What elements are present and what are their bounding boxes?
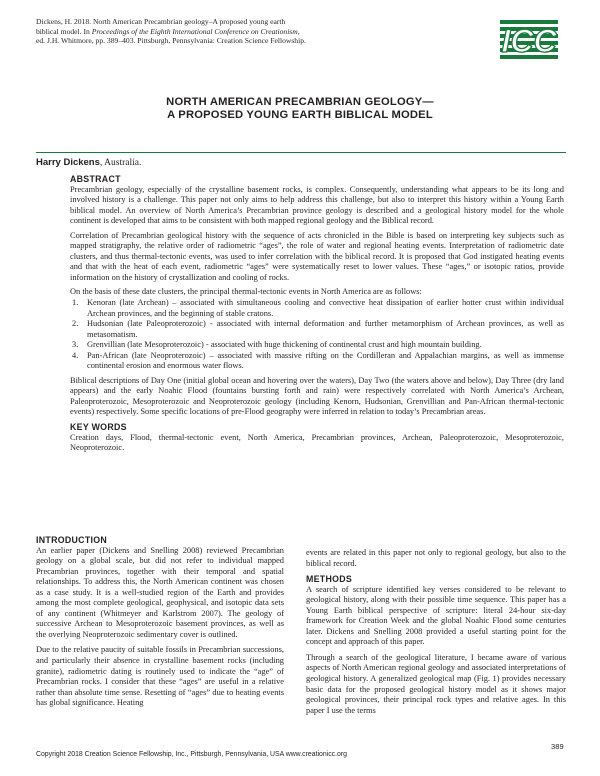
body-paragraph: A search of scripture identified key verses considered to be relevant to geological history, along with their possible time sequence. This paper has a Young Earth biblical perspective of scripture: literal 24-hour six-day framework for Creation Week and the global Noahic Flood some centuries later. Dickens and Snelling 2008 provided a useful starting point for the concept and approach of this paper.: [306, 584, 566, 647]
copyright-footer: Copyright 2018 Creation Science Fellowship, Inc., Pittsburgh, Pennsylvania, USA www.creationicc.org: [36, 751, 347, 758]
list-item: 4. Pan-African (late Neoproterozoic) – associated with massive rifting on the Cordilleran and Appalachian margins, as well as immense continental erosion and enormous water flows.: [72, 350, 564, 371]
abstract-paragraph: Precambrian geology, especially of the crystalline basement rocks, is complex. Consequently, understanding what appears to be its long and involved history is a challenge. This paper not only aims to help address this challenge, but also to interpret this history within a Young Earth biblical model. An overview of North America’s Precambrian province geology is described and a geological history model for the whole continent is developed that aims to be consistent with both mapped regional geology and the Biblical record.: [70, 184, 564, 226]
logo-letters: ICC: [501, 23, 557, 59]
body-paragraph: An earlier paper (Dickens and Snelling 2008) reviewed Precambrian geology on a global scale, but did not refer to individual mapped Precambrian provinces, together with their temporal and spatial relationships. To address this, the North American continent was chosen as a case study. It is a well-studied region of the Earth and provides among the most complete geological, geophysical, and isotopic data sets of any continent (Whitmeyer and Karlstrom 2007). The geology of successive Archean to Mesoproterozoic basement provinces, as well as the overlying Neoproterozoic sedimentary cover is outlined.: [36, 545, 284, 639]
citation: Dickens, H. 2018. North American Precambrian geology–A proposed young earth biblical model. In Proceedings of the Eighth International Conference on Creationism, ed. J.H. Whitmore, pp. 389–403. Pittsburgh, Pennsylvania: Creation Science Fellowship.: [36, 17, 306, 46]
abstract-paragraph: Correlation of Precambrian geological history with the sequence of acts chronicled in the Bible is based on interpreting key subjects such as mapped stratigraphy, the relative order of radiometric “ages”, the role of water and regional heating events. Interpretation of radiometric date clusters, and thus thermal-tectonic events, was used to infer correlation with the biblical record. It is proposed that God instigated heating events and that with the heat of each event, radiometric “ages” were systematically reset to lower values. These “ages,” or isotopic ratios, provide information on the history of crystallization and cooling of rocks.: [70, 230, 564, 282]
abstract-section: [70, 174, 564, 458]
author-name: Harry Dickens: [36, 157, 100, 168]
abstract-paragraph: Biblical descriptions of Day One (initial global ocean and hovering over the waters), Day Two (the waters above and below), Day Three (dry land appears) and the early Noahic Flood (fountains bursting forth and rain) were respectively correlated with North America’s Archean, Paleoproterozoic, Mesoproterozoic and Neoproterozoic geology (including Kenorn, Hudsonian, Grenvillian and Pan-African thermal-tectonic events) respectively. Some specific locations of pre-Flood geography were inferred in relation to today’s Precambrian areas.: [70, 375, 564, 417]
left-column: [36, 535, 284, 714]
body-paragraph: Due to the relative paucity of suitable fossils in Precambrian successions, and particularly their absence in crystalline basement rocks (including granite), radiometric dating is routinely used to indicate the “age” of Precambrian rocks. I consider that these “ages” are useful in a relative rather than absolute time sense. Resetting of “ages” due to heating events has global significance. Heating: [36, 645, 284, 708]
abstract-heading: ABSTRACT: [70, 174, 121, 184]
keywords-heading: KEY WORDS: [70, 422, 127, 433]
icc-logo: [494, 16, 564, 62]
author-line: [36, 157, 141, 168]
paper-title: NORTH AMERICAN PRECAMBRIAN GEOLOGY— A PROPOSED YOUNG EARTH BIBLICAL MODEL: [166, 96, 434, 121]
abstract-paragraph: On the basis of these date clusters, the principal thermal-tectonic events in North America are as follows:: [70, 287, 422, 297]
body-paragraph: events are related in this paper not only to regional geology, but also to the biblical record.: [306, 548, 566, 568]
title-divider: [36, 152, 566, 153]
body-paragraph: Through a search of the geological literature, I became aware of various aspects of North American regional geology and associated interpretations of geological history. A generalized geological map (Fig. 1) provides necessary basic data for the proposed geological history model as it shows major geological provinces, their principal rock types and relative ages. In this paper I use the terms: [306, 652, 566, 715]
methods-heading: METHODS: [306, 574, 353, 585]
introduction-heading: INTRODUCTION: [36, 535, 108, 545]
keywords-text: Creation days, Flood, thermal-tectonic event, North America, Precambrian provinces, Archean, Paleoproterozoic, Mesoproterozoic, Neoproterozoic.: [70, 432, 564, 453]
list-item: 2. Hudsonian (late Paleoproterozoic) - associated with internal deformation and further metamorphism of Archean provinces, as well as metasomatism.: [72, 319, 564, 339]
list-item: 3. Grenvillian (late Mesoproterozoic) - associated with huge thickening of continental crust and high mountain building.: [72, 340, 482, 350]
thermal-events-list: [70, 298, 564, 372]
author-affiliation: , Australia.: [99, 158, 142, 168]
page-number: 389: [551, 742, 564, 751]
list-item: 1. Kenoran (late Archean) – associated with simultaneous cooling and convective heat dissipation of earlier hotter crust within individual Archean provinces, and the beginning of stable cratons.: [72, 298, 564, 318]
right-column: [306, 548, 566, 721]
proceedings-title: Proceedings of the Eighth International Conference on Creationism: [91, 26, 298, 36]
